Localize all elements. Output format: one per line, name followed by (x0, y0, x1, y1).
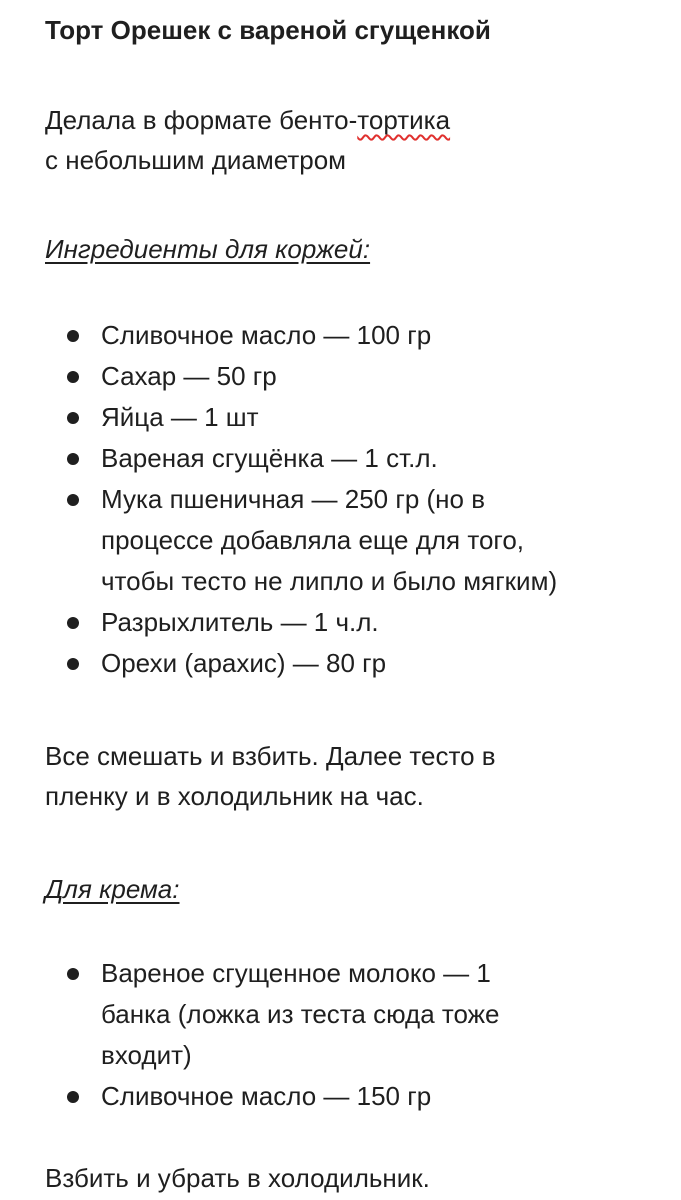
ingredients-heading: Ингредиенты для коржей: (45, 234, 371, 264)
intro-line-1 (45, 100, 450, 140)
bullet-icon (67, 412, 79, 424)
cream-heading: Для крема: (45, 874, 180, 904)
list-item-text: Сливочное масло — 150 гр (101, 1081, 432, 1111)
intro-paragraph (45, 100, 450, 180)
final-instruction: Взбить и убрать в холодильник. (45, 1163, 430, 1193)
bullet-icon (67, 658, 79, 670)
intro-line-1-text: Делала в формате бенто- (45, 105, 358, 135)
list-item-text-line: Мука пшеничная — 250 гр (но в (101, 484, 486, 514)
list-item (45, 602, 557, 643)
list-item (45, 356, 557, 397)
mix-line-1: Все смешать и взбить. Далее тесто в (45, 741, 496, 771)
list-item (45, 479, 557, 602)
bullet-icon (67, 968, 79, 980)
bullet-icon (67, 453, 79, 465)
list-item-text: Сливочное масло — 100 гр (101, 320, 432, 350)
ingredients-list (45, 315, 557, 684)
misspelled-word[interactable]: тортика (357, 105, 451, 135)
intro-line-2: с небольшим диаметром (45, 145, 347, 175)
list-item-text: Разрыхлитель — 1 ч.л. (101, 607, 379, 637)
mix-line-2: пленку и в холодильник на час. (45, 781, 424, 811)
bullet-icon (67, 1091, 79, 1103)
list-item (45, 1076, 500, 1117)
bullet-icon (67, 330, 79, 342)
recipe-title: Торт Орешек с вареной сгущенкой (45, 15, 491, 45)
bullet-icon (67, 371, 79, 383)
bullet-icon (67, 494, 79, 506)
list-item-text: Орехи (арахис) — 80 гр (101, 648, 387, 678)
list-item-text: Сахар — 50 гр (101, 361, 277, 391)
list-item-text-line: процессе добавляла еще для того, (101, 525, 525, 555)
list-item-text-line: входит) (101, 1040, 192, 1070)
list-item-text-line: чтобы тесто не липло и было мягким) (101, 566, 558, 596)
list-item-text: Яйца — 1 шт (101, 402, 259, 432)
list-item (45, 397, 557, 438)
list-item (45, 315, 557, 356)
list-item-text-line: Вареное сгущенное молоко — 1 (101, 958, 491, 988)
list-item (45, 643, 557, 684)
cream-list (45, 953, 500, 1117)
list-item (45, 953, 500, 1076)
bullet-icon (67, 617, 79, 629)
mix-instructions (45, 736, 496, 816)
list-item (45, 438, 557, 479)
list-item-text-line: банка (ложка из теста сюда тоже (101, 999, 500, 1029)
list-item-text: Вареная сгущёнка — 1 ст.л. (101, 443, 438, 473)
